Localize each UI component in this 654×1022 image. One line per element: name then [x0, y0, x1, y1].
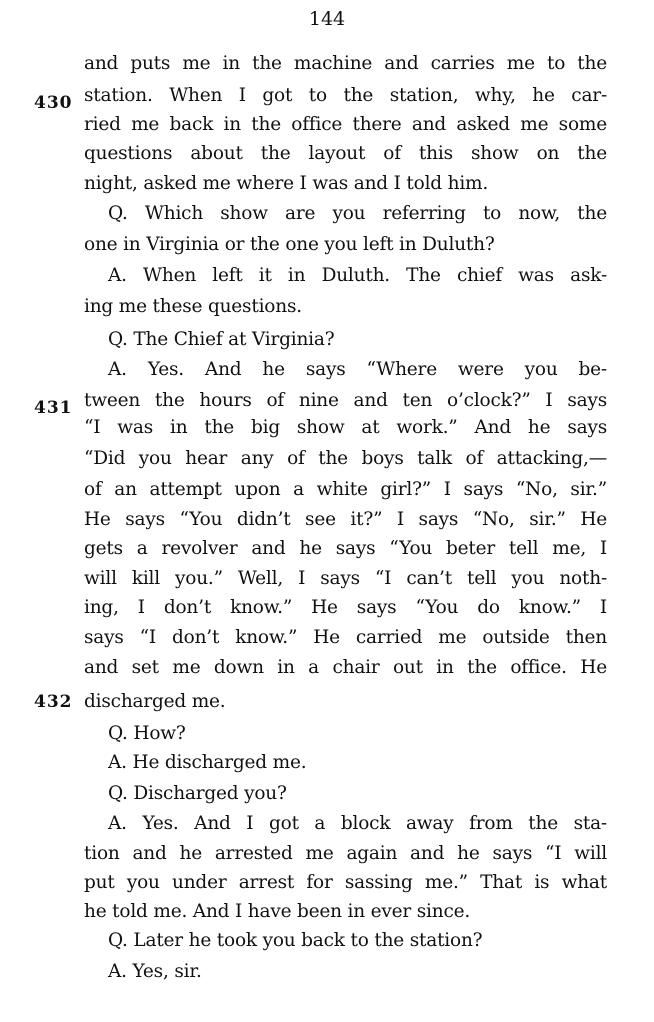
text-line: one in Virginia or the one you left in Duluth? — [84, 234, 495, 255]
text-line: of an attempt upon a white girl?” I says “No, sir.” — [84, 479, 607, 500]
text-line: ried me back in the office there and asked me some — [84, 114, 607, 135]
answer-line: A. Yes. And I got a block away from the sta- — [108, 813, 607, 834]
question-line: Q. The Chief at Virginia? — [108, 329, 335, 350]
text-line: ing me these questions. — [84, 296, 302, 317]
text-line: questions about the layout of this show on the — [84, 143, 607, 164]
margin-number: 430 — [34, 93, 73, 113]
question-line: Q. How? — [108, 723, 186, 744]
text-line: and puts me in the machine and carries me to the — [84, 53, 607, 74]
text-line: and set me down in a chair out in the office. He — [84, 657, 607, 678]
text-line: gets a revolver and he says “You beter tell me, I — [84, 538, 607, 559]
answer-line: A. He discharged me. — [108, 752, 307, 773]
question-line: Q. Which show are you referring to now, the — [108, 203, 607, 224]
question-line: Q. Later he took you back to the station? — [108, 930, 483, 951]
text-line: will kill you.” Well, I says “I can’t tell you noth- — [84, 568, 607, 589]
text-line: he told me. And I have been in ever since. — [84, 901, 471, 922]
page-number: 144 — [308, 8, 346, 30]
text-line: tween the hours of nine and ten o’clock?” I says — [84, 390, 607, 411]
text-line: tion and he arrested me again and he says “I will — [84, 843, 607, 864]
text-line: discharged me. — [84, 691, 226, 712]
text-line: night, asked me where I was and I told him. — [84, 173, 489, 194]
text-line: says “I don’t know.” He carried me outside then — [84, 627, 607, 648]
margin-number: 432 — [34, 692, 73, 712]
text-line: station. When I got to the station, why, he car- — [84, 85, 607, 106]
margin-number: 431 — [34, 398, 73, 418]
text-line: “Did you hear any of the boys talk of attacking,— — [84, 448, 607, 469]
text-line: He says “You didn’t see it?” I says “No, sir.” He — [84, 509, 607, 530]
text-line: ing, I don’t know.” He says “You do know.” I — [84, 597, 607, 618]
text-line: put you under arrest for sassing me.” That is what — [84, 872, 607, 893]
answer-line: A. Yes, sir. — [108, 961, 202, 982]
question-line: Q. Discharged you? — [108, 783, 287, 804]
text-line: “I was in the big show at work.” And he says — [84, 417, 607, 438]
answer-line: A. Yes. And he says “Where were you be- — [108, 359, 607, 380]
answer-line: A. When left it in Duluth. The chief was ask- — [108, 265, 607, 286]
